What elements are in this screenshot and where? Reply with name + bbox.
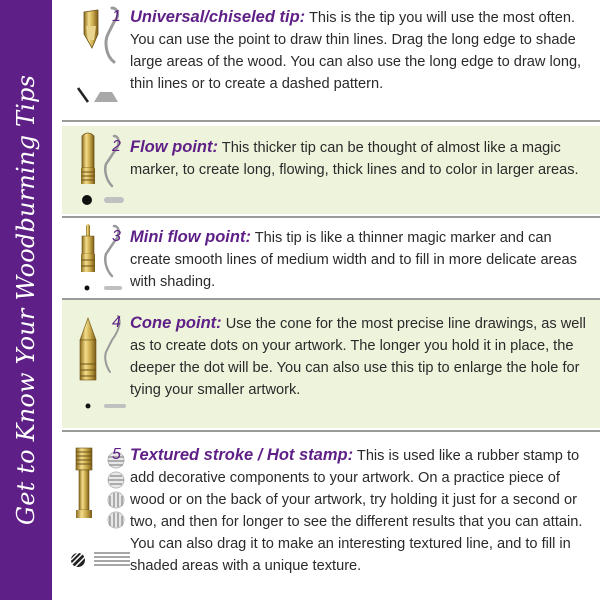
tip-name-4: Cone point: [130, 314, 222, 332]
sidebar-title: Get to Know Your Woodburning Tips [12, 74, 40, 526]
tip-number-3: 3 [112, 228, 121, 245]
tip-name-3: Mini flow point: [130, 228, 251, 246]
tip-number-1: 1 [112, 8, 121, 25]
sidebar [0, 0, 52, 600]
tip-description-2 [130, 136, 594, 181]
tip-name-5: Textured stroke / Hot stamp: [130, 446, 354, 464]
tip-body-2: This thicker tip can be thought of almost like a magic marker, to create long, flowing, thick lines and to color in larger areas. [130, 140, 579, 178]
tip-name-1: Universal/chiseled tip: [130, 8, 306, 26]
hot-stamp-icon [64, 440, 132, 574]
tip-description-4 [130, 312, 594, 401]
divider [62, 430, 600, 432]
tip-body-5: This is used like a rubber stamp to add decorative components to your artwork. On a practice piece of wood or on the back of your artwork, try holding it just for a second or two, and then for longer to see the different results that you can attain. You can also drag it to make an interesting textured line, and to fill in shaded areas with a unique texture. [130, 448, 583, 574]
tip-name-2: Flow point: [130, 138, 218, 156]
tip-number-4: 4 [112, 314, 121, 331]
tip-description-5 [130, 444, 594, 577]
tip-description-1 [130, 6, 594, 95]
divider [62, 120, 600, 122]
tip-body-4: Use the cone for the most precise line drawings, as well as to create dots on your artwork. The longer you hold it in place, the deeper the dot will be. You can also use this tip to enlarge the hole for tying your smaller artwork. [130, 316, 586, 398]
tip-description-3 [130, 226, 594, 293]
tip-number-5: 5 [112, 446, 121, 463]
tip-body-3: This tip is like a thinner magic marker and can create smooth lines of medium width and to fill in more delicate areas with shading. [130, 230, 577, 290]
tip-body-1: This is the tip you will use the most often. You can use the point to draw thin lines. Drag the long edge to shade large areas of the wood. You can also use the long edge to draw long, thin lines or to create a dashed pattern. [130, 10, 582, 92]
tip-number-2: 2 [112, 138, 121, 155]
